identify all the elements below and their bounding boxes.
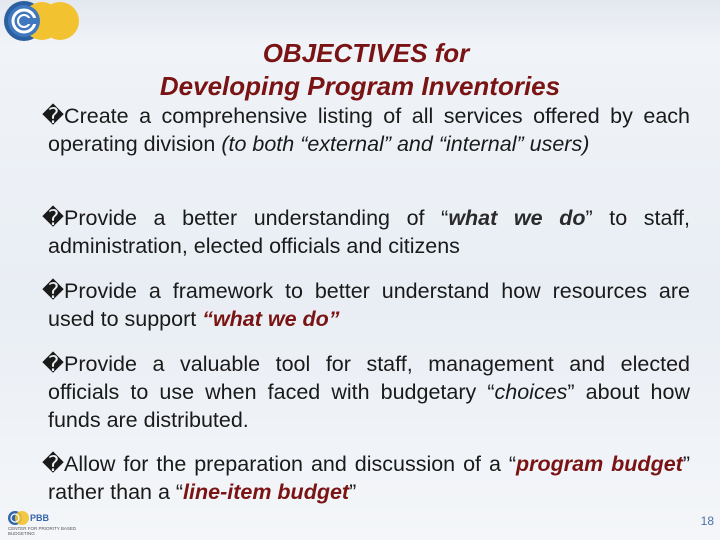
bullet-4-text: Provide a valuable tool for staff, management and elected officials to use when faced with budgetary “ <box>48 352 690 404</box>
bullet-glyph: � <box>42 279 65 303</box>
bullet-3-emphasis: “what we do” <box>202 307 340 331</box>
bullet-1-italic: (to both “external” and “internal” users) <box>221 132 590 156</box>
pbb-logo-subtitle: CENTER FOR PRIORITY BASED BUDGETING <box>8 526 77 536</box>
bullet-item-3 <box>42 277 690 333</box>
bullet-2-text: Provide a better understanding of “ <box>64 206 449 230</box>
bullet-2-text-end: ” to staff, administration, elected officials and citizens <box>48 206 690 258</box>
slide-title-line-2: Developing Program Inventories <box>159 71 561 101</box>
pbb-logo-icon <box>6 510 30 526</box>
bullet-5-emphasis-line-item: line-item budget <box>183 480 350 504</box>
bullet-glyph: � <box>42 352 65 376</box>
bullet-1-text: Create a comprehensive listing of all services offered by each operating division <box>48 104 690 156</box>
bullet-5-text: Allow for the preparation and discussion of a “ <box>64 452 517 476</box>
bullet-2-emphasis: what we do <box>448 206 586 230</box>
bullet-item-5 <box>42 450 690 506</box>
bullet-5-emphasis-program: program budget <box>516 452 683 476</box>
pbb-logo <box>6 510 86 540</box>
bullet-glyph: � <box>42 104 65 128</box>
bullet-glyph: � <box>42 452 65 476</box>
bullet-3-text: Provide a framework to better understand how resources are used to support <box>48 279 690 331</box>
bullet-item-2 <box>42 204 690 260</box>
bullet-glyph: � <box>42 206 65 230</box>
slide-title-line-1: OBJECTIVES for <box>262 38 470 68</box>
bullet-4-italic: choices <box>494 380 568 404</box>
bullet-5-text-mid: ” rather than a “ <box>48 452 690 504</box>
bullet-4-text-end: ” about how funds are distributed. <box>48 380 690 432</box>
page-number: 18 <box>700 514 714 528</box>
bullet-item-4 <box>42 350 690 434</box>
bullet-item-1 <box>42 102 690 158</box>
bullet-5-text-end: ” <box>349 480 357 504</box>
pbb-logo-name: PBB <box>30 513 50 523</box>
